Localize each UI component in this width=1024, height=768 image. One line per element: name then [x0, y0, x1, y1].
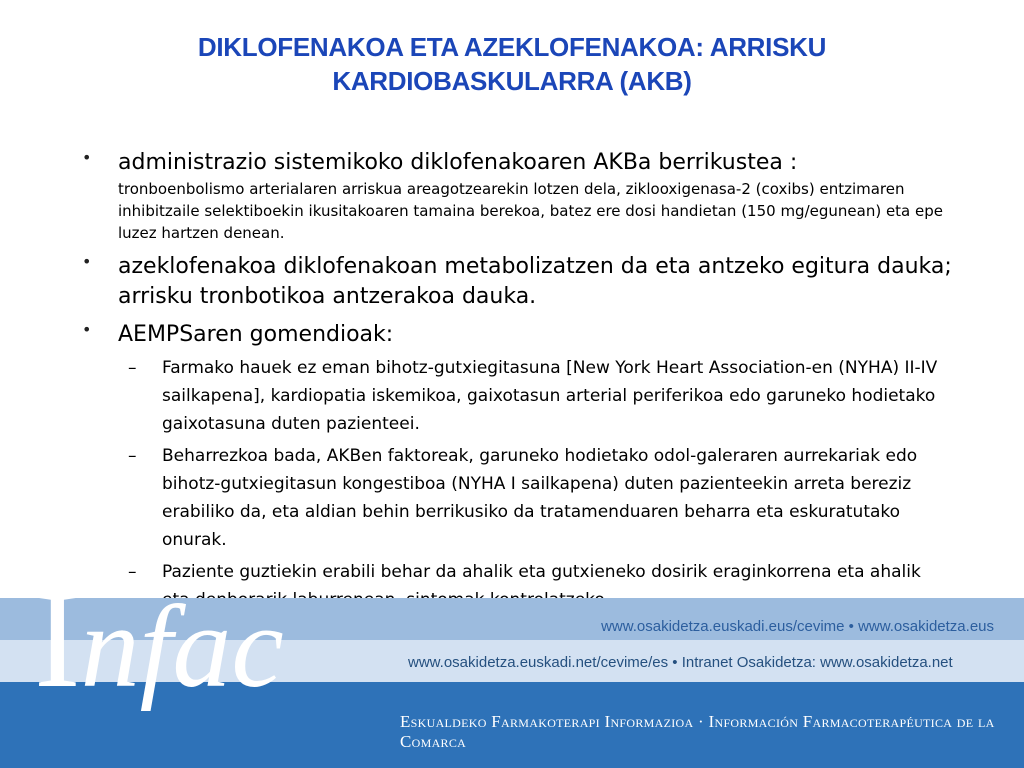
bullet-marker: •	[82, 320, 92, 339]
infac-logo	[34, 562, 284, 717]
title-line-2: KARDIOBASKULARRA (AKB)	[332, 66, 692, 96]
sub-bullet-3-text: Paziente guztiekin erabili behar da ahalik eta gutxieneko dosirik eraginkorrena eta ahalik	[162, 562, 921, 582]
sub-bullet-2-text: Beharrezkoa bada, AKBen faktoreak, garuneko hodietako odol-galeraren aurrekariak edo bihotz-gutxiegitasun kongestiboa (NYHA I sailkapena) duten pazienteekin arreta bereziz erabiliko da, eta aldian behin berrikusiko da tratamenduaren beharra eta eskuratutako onurak.	[162, 446, 918, 550]
bullet-marker: •	[82, 252, 92, 271]
logo-letter-i: I	[34, 562, 81, 717]
footer-link-cevime-es[interactable]: www.osakidetza.euskadi.net/cevime/es • Intranet Osakidetza: www.osakidetza.net	[408, 654, 953, 671]
bullet-marker: •	[82, 148, 92, 167]
footer-link-osakidetza[interactable]: www.osakidetza.euskadi.eus/cevime • www.osakidetza.eus	[601, 618, 994, 635]
bullet-2	[72, 252, 952, 312]
dash-marker: –	[128, 446, 137, 466]
title-line-1: DIKLOFENAKOA ETA AZEKLOFENAKOA: ARRISKU	[197, 32, 827, 62]
bullet-1	[72, 148, 952, 244]
slide-body	[72, 148, 952, 614]
dash-marker: –	[128, 562, 137, 582]
sub-bullet-1	[72, 354, 952, 438]
bullet-1-detail: tronboenbolismo arterialaren arriskua areagotzearekin lotzen dela, ziklooxigenasa-2 (coxibs) entzimaren inhibitzaile selektiboekin ikusitakoaren tamaina berekoa, batez ere dosi handietan (150 mg/egunean) eta epe luzez hartzen denean.	[118, 180, 943, 242]
dash-marker: –	[128, 358, 137, 378]
bullet-3-lead: AEMPSaren gomendioak:	[118, 322, 394, 347]
sub-bullet-2	[72, 442, 952, 554]
slide-title	[0, 30, 1024, 98]
logo-letters: nfac	[80, 581, 284, 712]
sub-bullet-1-text: Farmako hauek ez eman bihotz-gutxiegitasuna [New York Heart Association-en (NYHA) II-IV sailkapena], kardiopatia iskemikoa, gaixotasun arterial periferikoa edo garuneko hodietako gaixotasuna duten pazienteei.	[162, 358, 938, 434]
bullet-2-lead: azeklofenakoa diklofenakoan metabolizatzen da eta antzeko egitura dauka; arrisku tronbotikoa antzerakoa dauka.	[118, 254, 952, 309]
bullet-1-lead: administrazio sistemikoko diklofenakoaren AKBa berrikustea :	[118, 150, 798, 175]
bullet-3	[72, 320, 952, 350]
footer-tagline: Eskualdeko Farmakoterapi Informazioa · Información Farmacoterapéutica de la Comarca	[400, 712, 995, 751]
